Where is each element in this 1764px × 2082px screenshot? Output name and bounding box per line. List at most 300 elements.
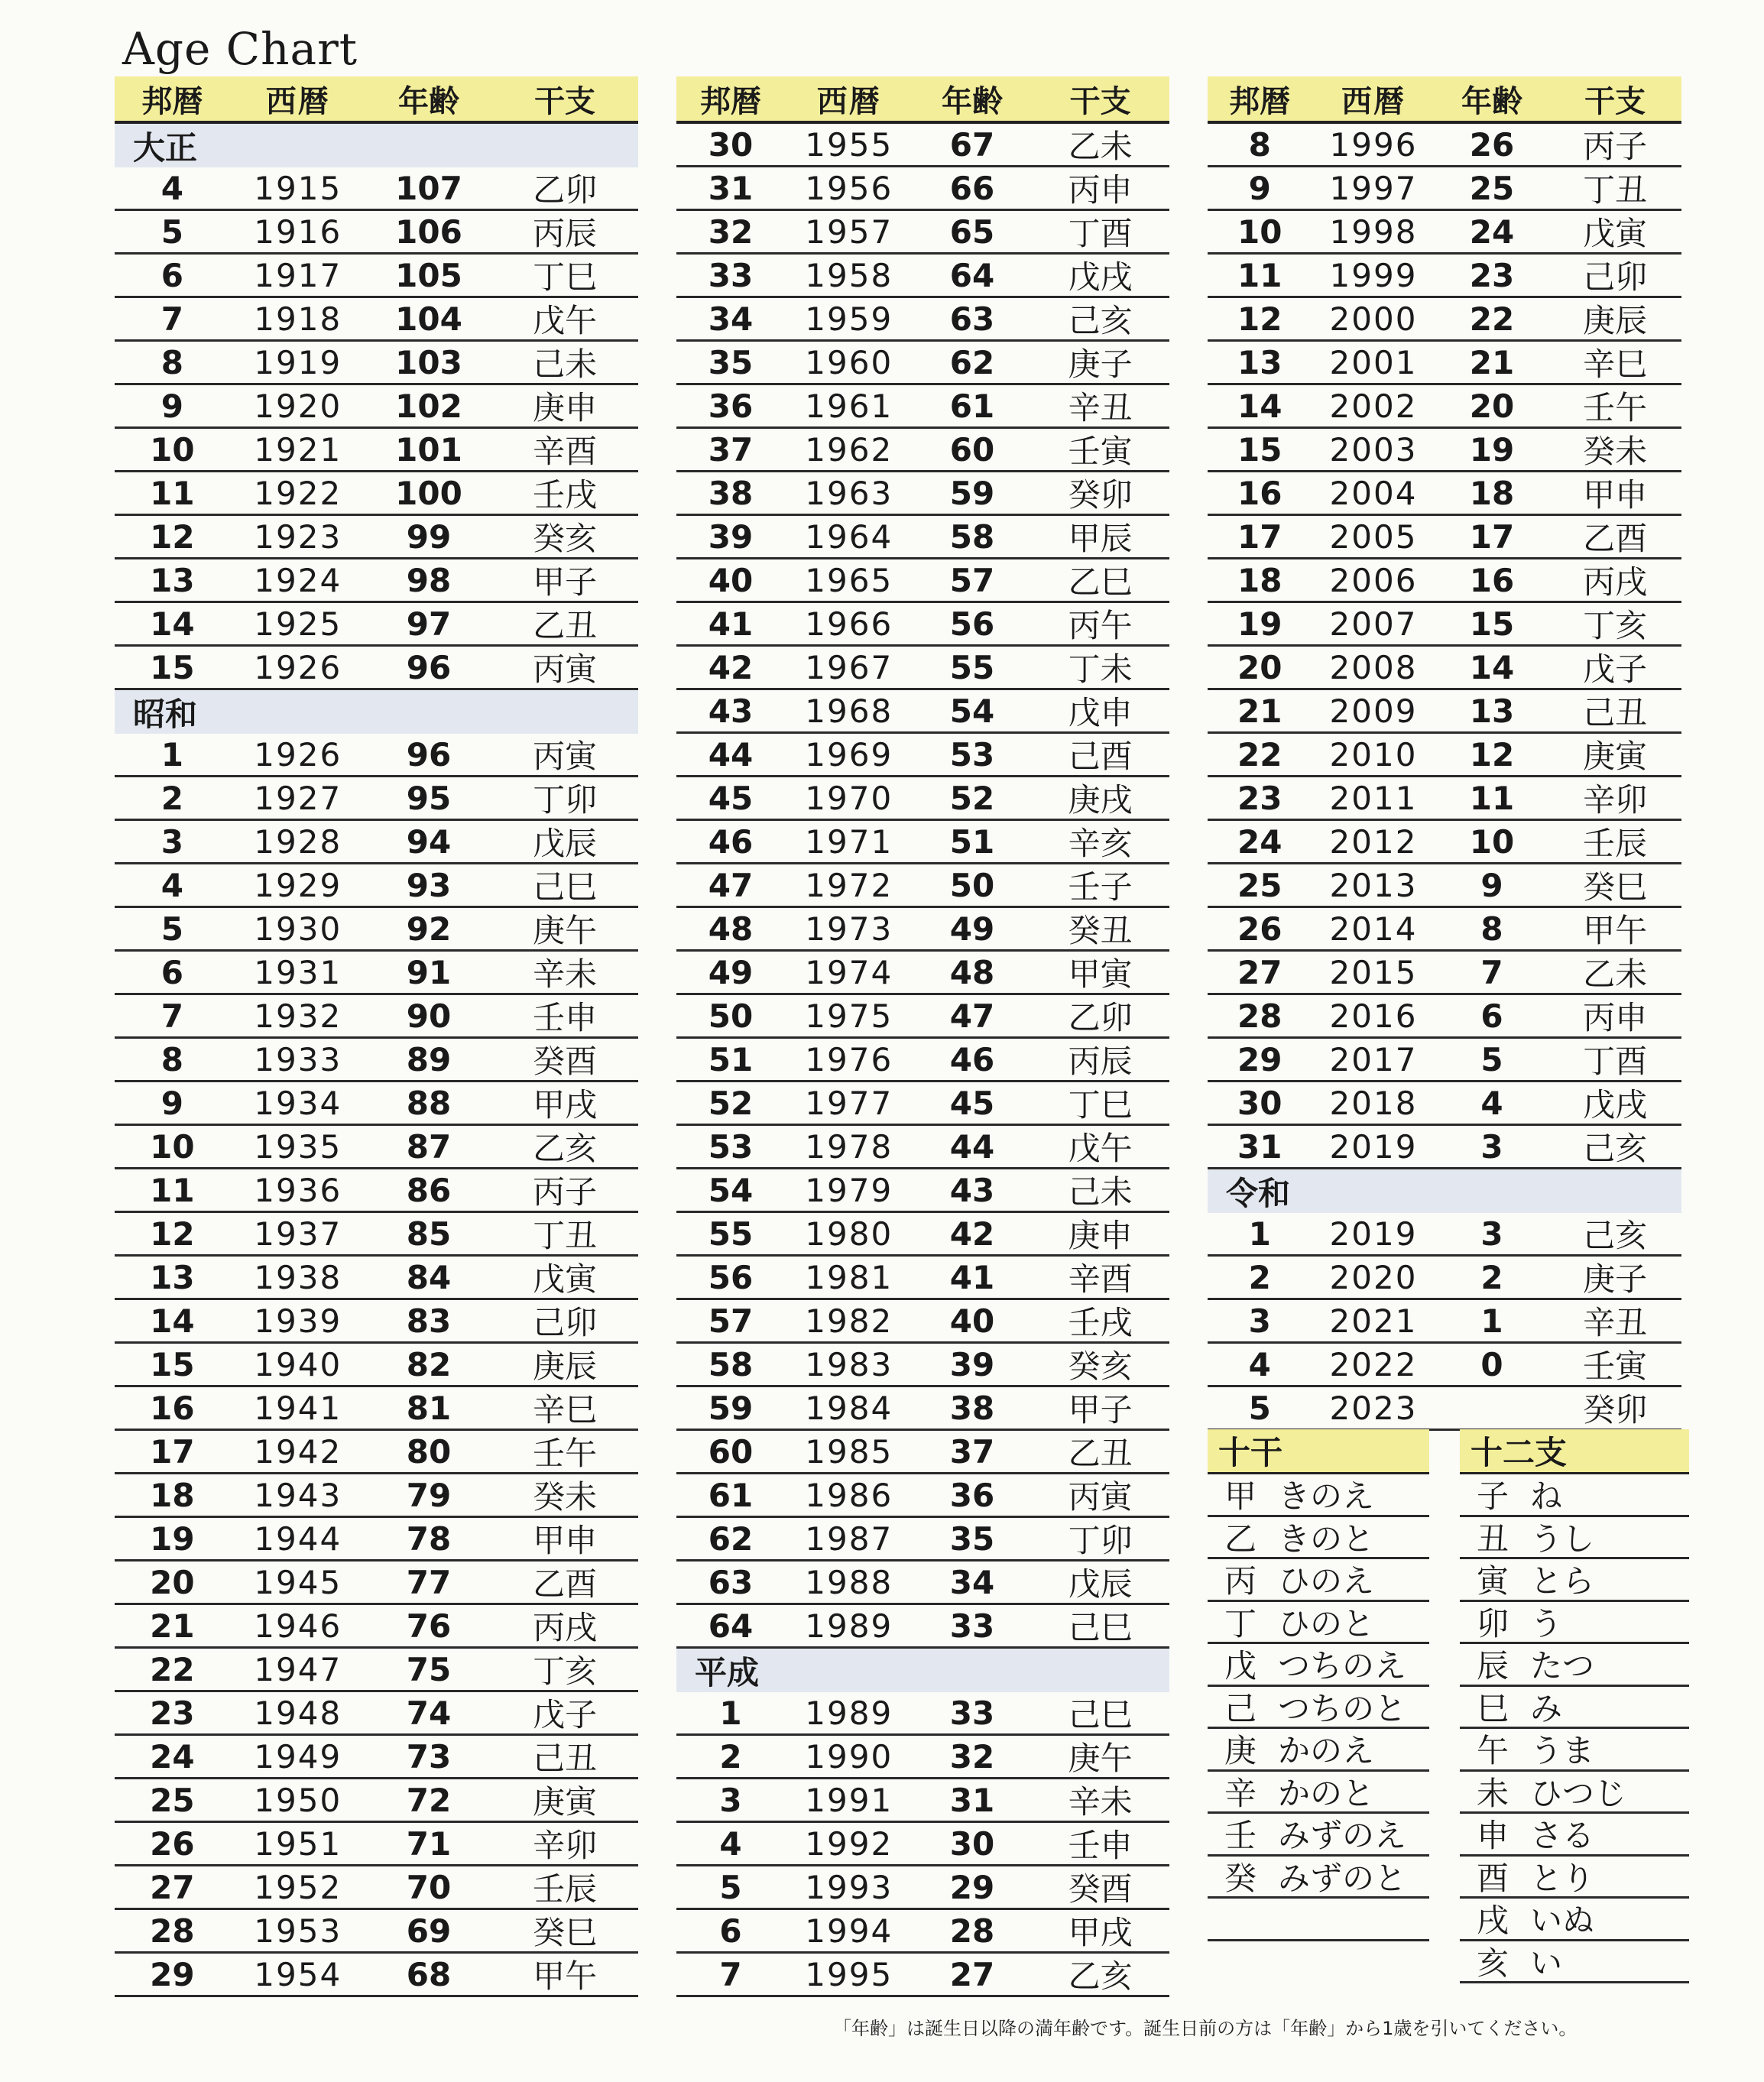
- age-cell: 26: [1469, 125, 1515, 164]
- age-cell: 76: [406, 1607, 452, 1645]
- era-year-cell: 5: [719, 1868, 742, 1906]
- table-row: [115, 864, 638, 908]
- eto-cell: 丙寅: [533, 738, 598, 775]
- header-cell: 邦暦: [1229, 83, 1291, 119]
- eto-cell: 乙巳: [1068, 563, 1133, 601]
- age-cell: 48: [949, 953, 995, 991]
- age-cell: 64: [949, 256, 995, 294]
- eto-cell: 庚子: [1068, 345, 1133, 383]
- era-year-cell: 15: [150, 1345, 195, 1383]
- table-header: [115, 76, 638, 124]
- era-year-cell: 52: [708, 1084, 754, 1122]
- table-row: [1208, 777, 1681, 821]
- age-cell: 84: [406, 1258, 452, 1296]
- eto-cell: 癸卯: [1583, 1391, 1648, 1429]
- table-row: [115, 1169, 638, 1213]
- western-year-cell: 1969: [805, 735, 893, 773]
- age-cell: 47: [949, 997, 995, 1035]
- eto-cell: 乙卯: [1068, 999, 1133, 1036]
- western-year-cell: 1968: [805, 692, 893, 730]
- era-year-cell: 35: [708, 343, 754, 381]
- age-cell: 67: [949, 125, 995, 164]
- eto-cell: 己卯: [1583, 258, 1648, 296]
- era-year-cell: 5: [161, 212, 183, 251]
- jikkan-reading: みずのと: [1278, 1859, 1407, 1897]
- era-year-cell: 38: [708, 474, 754, 512]
- era-year-cell: 4: [719, 1824, 742, 1863]
- era-year-cell: 41: [708, 605, 754, 643]
- table-row: [115, 167, 638, 211]
- western-year-cell: 1997: [1329, 169, 1418, 207]
- western-year-cell: 2012: [1329, 822, 1418, 861]
- table-row: [115, 734, 638, 777]
- eto-cell: 甲戌: [533, 1086, 598, 1124]
- era-year-cell: 27: [150, 1868, 195, 1906]
- age-cell: 101: [395, 430, 462, 469]
- table-row: [115, 1082, 638, 1126]
- age-cell: 50: [949, 866, 995, 904]
- table-row: [1208, 124, 1681, 167]
- era-year-cell: 62: [708, 1519, 754, 1558]
- jikkan-row: [1208, 1857, 1429, 1899]
- era-year-cell: 8: [161, 343, 183, 381]
- table-row: [676, 1431, 1169, 1474]
- western-year-cell: 1934: [254, 1084, 342, 1122]
- jikkan-kanji: 庚: [1224, 1732, 1257, 1770]
- age-cell: 30: [949, 1824, 995, 1863]
- eto-cell: 癸酉: [1068, 1870, 1133, 1908]
- era-year-cell: 14: [150, 605, 195, 643]
- western-year-cell: 1993: [805, 1868, 893, 1906]
- table-row: [115, 647, 638, 690]
- era-year-cell: 49: [708, 953, 754, 991]
- western-year-cell: 1956: [805, 169, 893, 207]
- eto-cell: 癸未: [1583, 433, 1648, 470]
- era-year-cell: 15: [1237, 430, 1282, 469]
- eto-cell: 戊午: [1068, 1130, 1133, 1167]
- western-year-cell: 1978: [805, 1127, 893, 1166]
- eto-cell: 辛卯: [533, 1827, 598, 1864]
- jikkan-row: [1208, 1772, 1429, 1814]
- eto-cell: 壬午: [1583, 389, 1648, 426]
- juunishi-row: [1460, 1474, 1689, 1517]
- eto-cell: 乙亥: [533, 1130, 598, 1167]
- eto-cell: 戊辰: [533, 825, 598, 862]
- eto-cell: 丙申: [1583, 999, 1648, 1036]
- western-year-cell: 2002: [1329, 387, 1418, 425]
- age-cell: 21: [1469, 343, 1515, 381]
- jikkan-kanji: 戊: [1224, 1647, 1257, 1685]
- age-table-column-2: [676, 76, 1169, 1997]
- age-cell: 61: [949, 387, 995, 425]
- era-year-cell: 12: [150, 517, 195, 556]
- age-cell: 63: [949, 300, 995, 338]
- western-year-cell: 1991: [805, 1781, 893, 1819]
- eto-cell: 戊寅: [533, 1260, 598, 1298]
- age-cell: 102: [395, 387, 462, 425]
- age-cell: 68: [406, 1955, 452, 1993]
- eto-cell: 乙酉: [533, 1565, 598, 1603]
- juunishi-reading: み: [1530, 1689, 1563, 1727]
- era-year-cell: 31: [708, 169, 754, 207]
- eto-cell: 丙申: [1068, 171, 1133, 209]
- era-year-cell: 21: [150, 1607, 195, 1645]
- table-row: [1208, 864, 1681, 908]
- table-row: [676, 1474, 1169, 1518]
- table-row: [115, 1431, 638, 1474]
- era-year-cell: 9: [161, 387, 183, 425]
- table-row: [115, 1126, 638, 1169]
- table-row: [1208, 342, 1681, 385]
- age-cell: 103: [395, 343, 462, 381]
- eto-cell: 己酉: [1068, 738, 1133, 775]
- eto-cell: 丙辰: [533, 215, 598, 252]
- jikkan-kanji: 丙: [1224, 1562, 1257, 1600]
- era-year-cell: 20: [1237, 648, 1282, 686]
- western-year-cell: 1945: [254, 1563, 342, 1601]
- table-row: [1208, 1300, 1681, 1344]
- eto-cell: 壬子: [1068, 868, 1133, 906]
- table-row: [1208, 952, 1681, 995]
- table-row: [115, 995, 638, 1039]
- juunishi-kanji: 卯: [1477, 1604, 1509, 1643]
- header-cell: 邦暦: [141, 83, 203, 119]
- western-year-cell: 1955: [805, 125, 893, 164]
- eto-cell: 丁亥: [1583, 607, 1648, 644]
- era-year-cell: 9: [1248, 169, 1271, 207]
- era-year-cell: 19: [1237, 605, 1282, 643]
- table-row: [115, 1605, 638, 1649]
- age-cell: 28: [949, 1912, 995, 1950]
- era-year-cell: 11: [150, 474, 195, 512]
- table-row: [676, 777, 1169, 821]
- eto-cell: 丙戌: [533, 1609, 598, 1646]
- era-year-cell: 13: [1237, 343, 1282, 381]
- western-year-cell: 1996: [1329, 125, 1418, 164]
- era-year-cell: 15: [150, 648, 195, 686]
- era-year-cell: 43: [708, 692, 754, 730]
- table-header: [676, 76, 1169, 124]
- juunishi-title: 十二支: [1460, 1429, 1689, 1474]
- juunishi-row: [1460, 1517, 1689, 1560]
- eto-cell: 庚申: [533, 389, 598, 426]
- western-year-cell: 1954: [254, 1955, 342, 1993]
- juunishi-row: [1460, 1941, 1689, 1984]
- table-row: [115, 211, 638, 255]
- era-year-cell: 5: [1248, 1389, 1271, 1427]
- eto-cell: 己亥: [1583, 1130, 1648, 1167]
- table-row: [1208, 167, 1681, 211]
- era-year-cell: 10: [1237, 212, 1282, 251]
- table-row: [115, 298, 638, 342]
- age-cell: 34: [949, 1563, 995, 1601]
- table-row: [115, 1257, 638, 1300]
- eto-cell: 丙辰: [1068, 1043, 1133, 1080]
- era-year-cell: 45: [708, 779, 754, 817]
- western-year-cell: 1981: [805, 1258, 893, 1296]
- age-cell: 18: [1469, 474, 1515, 512]
- jikkan-kanji: 甲: [1224, 1477, 1257, 1516]
- eto-cell: 乙亥: [1068, 1957, 1133, 1995]
- eto-cell: 丁丑: [1583, 171, 1648, 209]
- western-year-cell: 1962: [805, 430, 893, 469]
- western-year-cell: 1979: [805, 1171, 893, 1209]
- jikkan-table: [1208, 1429, 1429, 1941]
- age-cell: 57: [949, 561, 995, 599]
- table-row: [676, 952, 1169, 995]
- eto-cell: 甲申: [533, 1522, 598, 1559]
- western-year-cell: 1989: [805, 1694, 893, 1732]
- juunishi-reading: うし: [1530, 1519, 1595, 1558]
- table-row: [1208, 211, 1681, 255]
- table-row: [115, 1910, 638, 1954]
- era-year-cell: 7: [719, 1955, 742, 1993]
- age-cell: 90: [406, 997, 452, 1035]
- western-year-cell: 1980: [805, 1214, 893, 1253]
- jikkan-kanji: 癸: [1224, 1859, 1257, 1897]
- eto-cell: 丙午: [1068, 607, 1133, 644]
- juunishi-kanji: 酉: [1477, 1859, 1509, 1897]
- age-cell: 8: [1480, 910, 1503, 948]
- table-row: [1208, 690, 1681, 734]
- jikkan-kanji: 己: [1224, 1689, 1257, 1727]
- western-year-cell: 2006: [1329, 561, 1418, 599]
- western-year-cell: 2003: [1329, 430, 1418, 469]
- era-year-cell: 57: [708, 1302, 754, 1340]
- western-year-cell: 1975: [805, 997, 893, 1035]
- juunishi-row: [1460, 1602, 1689, 1645]
- era-year-cell: 19: [150, 1519, 195, 1558]
- era-year-cell: 50: [708, 997, 754, 1035]
- western-year-cell: 1915: [254, 169, 342, 207]
- eto-cell: 丁亥: [533, 1652, 598, 1690]
- table-row: [676, 1866, 1169, 1910]
- eto-cell: 丙寅: [533, 650, 598, 688]
- eto-cell: 壬申: [533, 999, 598, 1036]
- age-cell: 42: [949, 1214, 995, 1253]
- era-year-cell: 39: [708, 517, 754, 556]
- western-year-cell: 1948: [254, 1694, 342, 1732]
- western-year-cell: 1987: [805, 1519, 893, 1558]
- eto-cell: 丁卯: [1068, 1522, 1133, 1559]
- age-cell: 54: [949, 692, 995, 730]
- juunishi-kanji: 子: [1477, 1477, 1509, 1516]
- era-year-cell: 22: [1237, 735, 1282, 773]
- age-cell: 80: [406, 1432, 452, 1471]
- eto-cell: 庚戌: [1068, 781, 1133, 819]
- table-row: [676, 559, 1169, 603]
- juunishi-reading: う: [1530, 1604, 1563, 1643]
- western-year-cell: 1963: [805, 474, 893, 512]
- era-year-cell: 5: [161, 910, 183, 948]
- age-cell: 66: [949, 169, 995, 207]
- age-cell: 3: [1480, 1214, 1503, 1253]
- western-year-cell: 1949: [254, 1737, 342, 1776]
- eto-cell: 己丑: [1583, 694, 1648, 731]
- table-row: [676, 1692, 1169, 1736]
- era-year-cell: 26: [1237, 910, 1282, 948]
- eto-cell: 辛丑: [1068, 389, 1133, 426]
- age-cell: 83: [406, 1302, 452, 1340]
- western-year-cell: 1950: [254, 1781, 342, 1819]
- eto-cell: 戊辰: [1068, 1565, 1133, 1603]
- western-year-cell: 1958: [805, 256, 893, 294]
- juunishi-table: [1460, 1429, 1689, 1983]
- juunishi-row: [1460, 1899, 1689, 1941]
- age-cell: 91: [406, 953, 452, 991]
- eto-cell: 丁巳: [1068, 1086, 1133, 1124]
- table-row: [676, 1257, 1169, 1300]
- western-year-cell: 2014: [1329, 910, 1418, 948]
- eto-cell: 戊戌: [1068, 258, 1133, 296]
- western-year-cell: 1992: [805, 1824, 893, 1863]
- eto-cell: 丁巳: [533, 258, 598, 296]
- eto-cell: 丙子: [1583, 128, 1648, 165]
- era-year-cell: 11: [150, 1171, 195, 1209]
- eto-cell: 辛未: [1068, 1783, 1133, 1821]
- jikkan-row: [1208, 1517, 1429, 1560]
- table-row: [1208, 908, 1681, 952]
- age-cell: 79: [406, 1476, 452, 1514]
- age-cell: 0: [1480, 1345, 1503, 1383]
- era-year-cell: 54: [708, 1171, 754, 1209]
- age-cell: 10: [1469, 822, 1515, 861]
- age-table-column-1: [115, 76, 638, 1997]
- age-cell: 81: [406, 1389, 452, 1427]
- table-row: [676, 1082, 1169, 1126]
- age-cell: 75: [406, 1650, 452, 1688]
- table-row: [115, 1866, 638, 1910]
- age-cell: 89: [406, 1040, 452, 1078]
- age-cell: 44: [949, 1127, 995, 1166]
- age-cell: 46: [949, 1040, 995, 1078]
- eto-cell: 丁未: [1068, 650, 1133, 688]
- era-year-cell: 3: [719, 1781, 742, 1819]
- eto-cell: 乙卯: [533, 171, 598, 209]
- jikkan-kanji: 辛: [1224, 1774, 1257, 1812]
- western-year-cell: 1977: [805, 1084, 893, 1122]
- age-cell: 31: [949, 1781, 995, 1819]
- age-cell: 36: [949, 1476, 995, 1514]
- table-row: [1208, 734, 1681, 777]
- eto-cell: 庚寅: [1583, 738, 1648, 775]
- juunishi-row: [1460, 1687, 1689, 1730]
- table-row: [676, 864, 1169, 908]
- age-cell: 77: [406, 1563, 452, 1601]
- table-row: [676, 211, 1169, 255]
- eto-cell: 丙子: [533, 1173, 598, 1211]
- eto-cell: 辛巳: [1583, 345, 1648, 383]
- era-year-cell: 56: [708, 1258, 754, 1296]
- table-row: [115, 1954, 638, 1997]
- western-year-cell: 2015: [1329, 953, 1418, 991]
- western-year-cell: 1960: [805, 343, 893, 381]
- table-row: [115, 908, 638, 952]
- eto-cell: 甲子: [1068, 1391, 1133, 1429]
- table-row: [676, 1954, 1169, 1997]
- age-cell: 3: [1480, 1127, 1503, 1166]
- era-year-cell: 24: [1237, 822, 1282, 861]
- eto-cell: 乙丑: [1068, 1435, 1133, 1472]
- age-cell: 100: [395, 474, 462, 512]
- table-row: [676, 603, 1169, 647]
- juunishi-kanji: 未: [1477, 1774, 1509, 1812]
- era-year-cell: 13: [150, 1258, 195, 1296]
- western-year-cell: 1922: [254, 474, 342, 512]
- eto-cell: 庚申: [1068, 1217, 1133, 1254]
- era-year-cell: 2: [161, 779, 183, 817]
- age-cell: 78: [406, 1519, 452, 1558]
- era-year-cell: 30: [1237, 1084, 1282, 1122]
- western-year-cell: 1947: [254, 1650, 342, 1688]
- table-row: [676, 1344, 1169, 1387]
- jikkan-row: [1208, 1559, 1429, 1602]
- juunishi-reading: いぬ: [1530, 1902, 1595, 1940]
- western-year-cell: 1924: [254, 561, 342, 599]
- era-year-cell: 3: [1248, 1302, 1271, 1340]
- table-row: [676, 647, 1169, 690]
- age-cell: 40: [949, 1302, 995, 1340]
- western-year-cell: 1925: [254, 605, 342, 643]
- table-row: [115, 342, 638, 385]
- jikkan-kanji: 壬: [1224, 1817, 1257, 1855]
- western-year-cell: 2009: [1329, 692, 1418, 730]
- jikkan-reading: つちのえ: [1278, 1647, 1407, 1685]
- table-row: [1208, 472, 1681, 516]
- jikkan-row: [1208, 1729, 1429, 1772]
- eto-cell: 庚寅: [533, 1783, 598, 1821]
- western-year-cell: 2005: [1329, 517, 1418, 556]
- era-year-cell: 53: [708, 1127, 754, 1166]
- eto-cell: 癸巳: [533, 1914, 598, 1951]
- western-year-cell: 1951: [254, 1824, 342, 1863]
- western-year-cell: 1937: [254, 1214, 342, 1253]
- age-cell: 88: [406, 1084, 452, 1122]
- eto-cell: 戊子: [1583, 650, 1648, 688]
- table-row: [115, 1387, 638, 1431]
- eto-cell: 壬戌: [1068, 1304, 1133, 1341]
- age-cell: 85: [406, 1214, 452, 1253]
- age-cell: 12: [1469, 735, 1515, 773]
- table-row: [115, 1344, 638, 1387]
- eto-cell: 己亥: [1583, 1217, 1648, 1254]
- age-cell: 56: [949, 605, 995, 643]
- eto-cell: 戊寅: [1583, 215, 1648, 252]
- western-year-cell: 1936: [254, 1171, 342, 1209]
- age-cell: 4: [1480, 1084, 1503, 1122]
- table-row: [676, 255, 1169, 298]
- juunishi-reading: さる: [1530, 1817, 1595, 1855]
- era-year-cell: 4: [1248, 1345, 1271, 1383]
- age-cell: 37: [949, 1432, 995, 1471]
- eto-cell: 壬辰: [533, 1870, 598, 1908]
- table-row: [115, 777, 638, 821]
- eto-cell: 壬辰: [1583, 825, 1648, 862]
- age-cell: 65: [949, 212, 995, 251]
- jikkan-row: [1208, 1687, 1429, 1730]
- table-row: [115, 1039, 638, 1082]
- age-cell: 86: [406, 1171, 452, 1209]
- age-cell: 106: [395, 212, 462, 251]
- western-year-cell: 1946: [254, 1607, 342, 1645]
- table-row: [676, 1387, 1169, 1431]
- western-year-cell: 1967: [805, 648, 893, 686]
- table-row: [676, 1126, 1169, 1169]
- juunishi-reading: ね: [1530, 1477, 1563, 1516]
- era-year-cell: 29: [1237, 1040, 1282, 1078]
- juunishi-reading: たつ: [1530, 1647, 1595, 1685]
- jikkan-row: [1208, 1899, 1429, 1941]
